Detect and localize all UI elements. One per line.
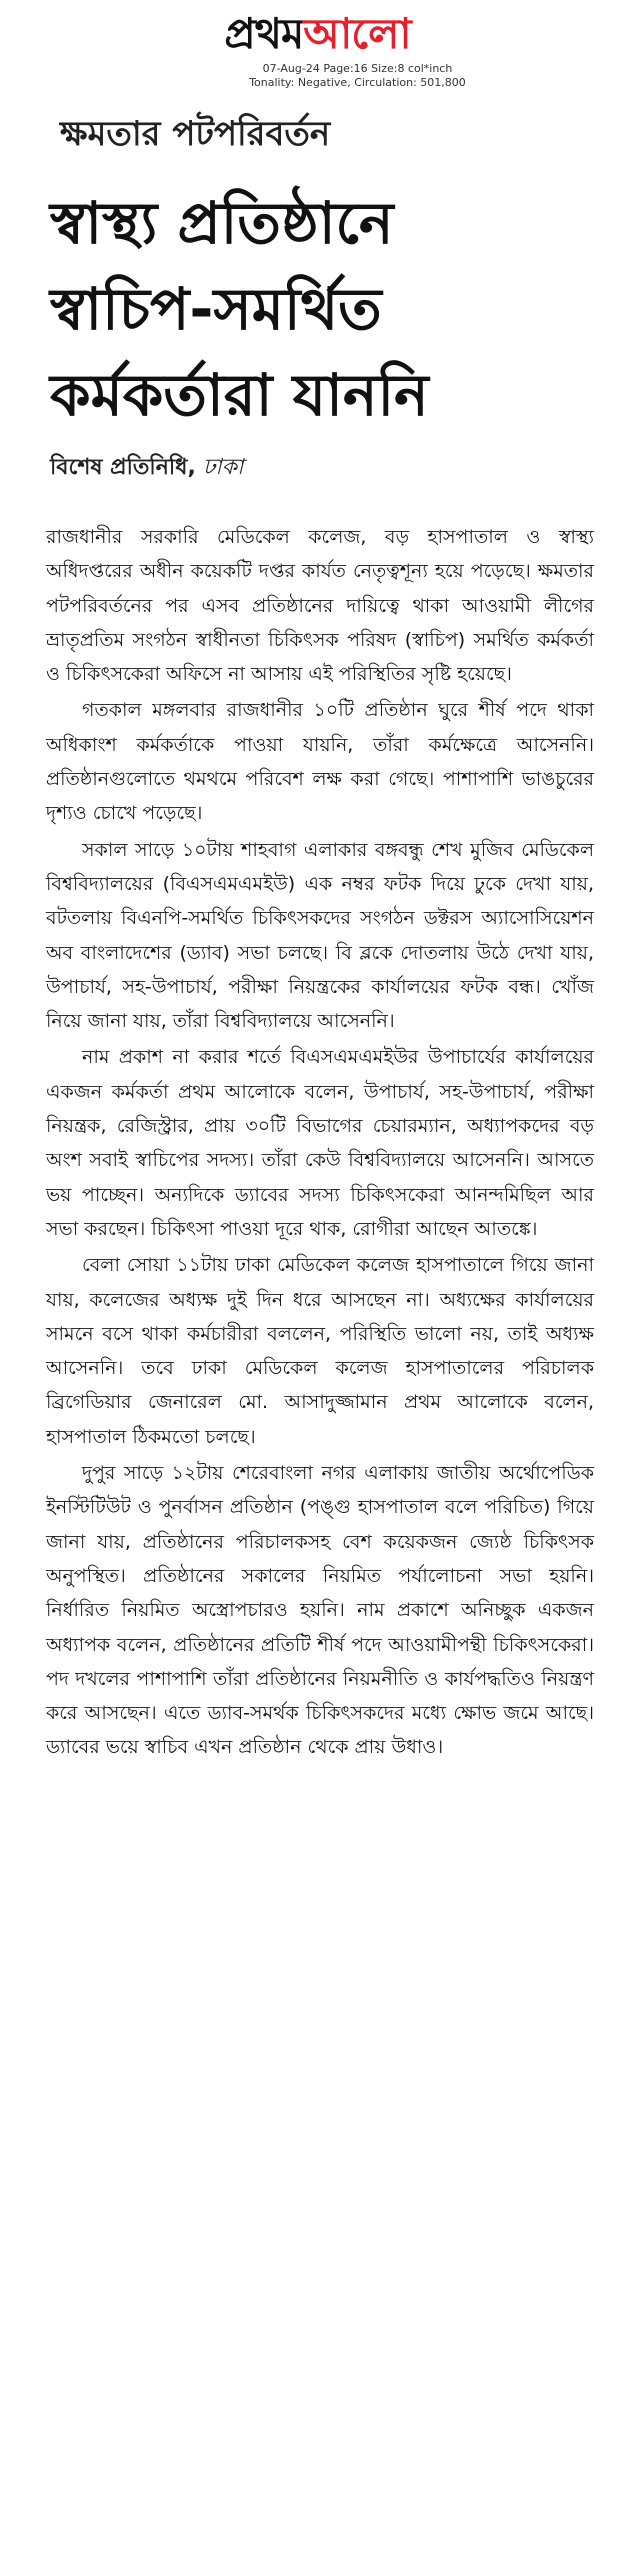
clip-info-line-2: Tonality: Negative, Circulation: 501,800 [249,76,466,89]
article-headline [50,180,595,438]
headline-line-3: কর্মকর্তারা যাননি [50,361,429,429]
article-paragraph: দুপুর সাড়ে ১২টায় শেরেবাংলা নগর এলাকায় জাতীয় অর্থোপেডিক ইনস্টিটিউট ও পুনর্বাসন প্রতিষ্ঠান (পঙ্গু হাসপাতাল বলে পরিচিত) গিয়ে জানা যায়, প্রতিষ্ঠানের পরিচালকসহ বেশ কয়েকজন জ্যেষ্ঠ চিকিৎসক অনুপস্থিত। প্রতিষ্ঠানের সকালের নিয়মিত পর্যালোচনা সভা হয়নি। নির্ধারিত নিয়মিত অস্ত্রোপচারও হয়নি। নাম প্রকাশে অনিচ্ছুক একজন অধ্যাপক বলেন, প্রতিষ্ঠানের প্রতিটি শীর্ষ পদে আওয়ামীপন্থী চিকিৎসকেরা। পদ দখলের পাশাপাশি তাঁরা প্রতিষ্ঠানের নিয়মনীতি ও কার্যপদ্ধতিও নিয়ন্ত্রণ করে আসছেন। এতে ড্যাব-সমর্থক চিকিৎসকদের মধ্যে ক্ষোভ জমে আছে। ড্যাবের ভয়ে স্বাচিব এখন প্রতিষ্ঠান থেকে প্রায় উধাও। [46,1462,594,1759]
clip-info-line-1: 07-Aug-24 Page:16 Size:8 col*inch [262,62,453,75]
article-paragraph: নাম প্রকাশ না করার শর্তে বিএসএমএমইউর উপাচার্যের কার্যালয়ের একজন কর্মকর্তা প্রথম আলোকে বলেন, উপাচার্য, সহ-উপাচার্য, পরীক্ষা নিয়ন্ত্রক, রেজিস্ট্রার, প্রায় ৩০টি বিভাগের চেয়ারম্যান, অধ্যাপকদের বড় অংশ সবাই স্বাচিপের সদস্য। তাঁরা কেউ বিশ্ববিদ্যালয়ে আসেননি। আসতে ভয় পাচ্ছেন। অন্যদিকে ড্যাবের সদস্য চিকিৎসকেরা আনন্দমিছিল আর সভা করছেন। চিকিৎসা পাওয়া দূরে থাক, রোগীরা আছেন আতঙ্কে। [46,1046,594,1240]
headline-line-1: স্বাস্থ্য প্রতিষ্ঠানে [50,189,394,257]
headline-line-2: স্বাচিপ-সমর্থিত [50,275,382,343]
article-body [46,520,594,1767]
byline [50,450,243,487]
article-paragraph: বেলা সোয়া ১১টায় ঢাকা মেডিকেল কলেজ হাসপাতালে গিয়ে জানা যায়, কলেজের অধ্যক্ষ দুই দিন ধরে আসছেন না। অধ্যক্ষের কার্যালয়ের সামনে বসে থাকা কর্মচারীরা বললেন, পরিস্থিতি ভালো নয়, তাই অধ্যক্ষ আসেননি। তবে ঢাকা মেডিকেল কলেজ হাসপাতালের পরিচালক ব্রিগেডিয়ার জেনারেল মো. আসাদুজ্জামান প্রথম আলোকে বলেন, হাসপাতাল ঠিকমতো চলছে। [46,1254,594,1448]
logo-text-alo: আলো [303,9,411,58]
article-paragraph: সকাল সাড়ে ১০টায় শাহবাগ এলাকার বঙ্গবন্ধু শেখ মুজিব মেডিকেল বিশ্ববিদ্যালয়ের (বিএসএমএমইউ) এক নম্বর ফটক দিয়ে ঢুকে দেখা যায়, বটতলায় বিএনপি-সমর্থিত চিকিৎসকদের সংগঠন ডক্টরস অ্যাসোসিয়েশন অব বাংলাদেশের (ড্যাব) সভা চলছে। বি ব্লকে দোতলায় উঠে দেখা যায়, উপাচার্য, সহ-উপাচার্য, পরীক্ষা নিয়ন্ত্রকের কার্যালয়ের ফটক বন্ধ। খোঁজ নিয়ে জানা যায়, তাঁরা বিশ্ববিদ্যালয়ে আসেননি। [46,838,594,1033]
byline-place: ঢাকা [202,455,244,480]
clip-info [40,62,635,90]
newspaper-logo [224,10,410,58]
article-paragraph: রাজধানীর সরকারি মেডিকেল কলেজ, বড় হাসপাতাল ও স্বাস্থ্য অধিদপ্তরের অধীন কয়েকটি দপ্তর কার্যত নেতৃত্বশূন্য হয়ে পড়েছে। ক্ষমতার পটপরিবর্তনের পর এসব প্রতিষ্ঠানের দায়িত্বে থাকা আওয়ামী লীগের ভ্রাতৃপ্রতিম সংগঠন স্বাধীনতা চিকিৎসক পরিষদ (স্বাচিপ) সমর্থিত কর্মকর্তা ও চিকিৎসকেরা অফিসে না আসায় এই পরিস্থিতির সৃষ্টি হয়েছে। [46,526,594,686]
masthead [0,10,635,90]
article-paragraph: গতকাল মঙ্গলবার রাজধানীর ১০টি প্রতিষ্ঠান ঘুরে শীর্ষ পদে থাকা অধিকাংশ কর্মকর্তাকে পাওয়া যায়নি, তাঁরা কর্মক্ষেত্রে আসেননি। প্রতিষ্ঠানগুলোতে থমথমে পরিবেশ লক্ষ করা গেছে। পাশাপাশি ভাঙচুরের দৃশ্যও চোখে পড়েছে। [46,699,594,825]
byline-name: বিশেষ প্রতিনিধি, [50,455,196,480]
logo-text-prothom: প্রথম [224,9,304,58]
article-kicker: ক্ষমতার পটপরিবর্তন [60,114,331,154]
